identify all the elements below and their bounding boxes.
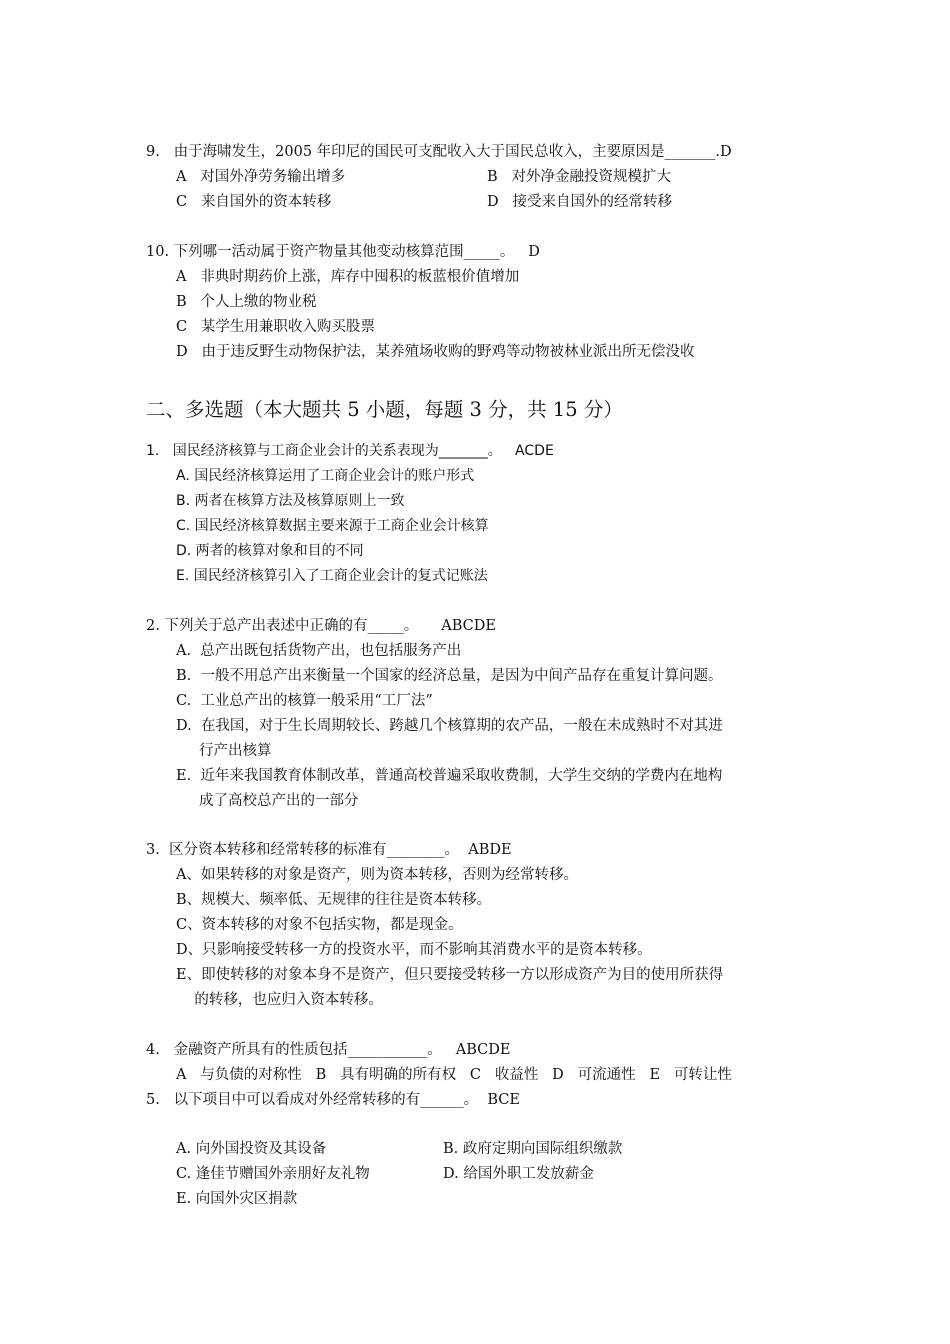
m1-stem: 1. 国民经济核算与工商企业会计的关系表现为_______。 ACDE [146, 443, 554, 459]
m5-option-c: C. 逢佳节赠国外亲朋好友礼物 [176, 1166, 370, 1182]
q10-option-d: D 由于违反野生动物保护法，某养殖场收购的野鸡等动物被林业派出所无偿没收 [176, 344, 695, 360]
m5-option-e: E. 向国外灾区捐款 [176, 1191, 298, 1207]
m3-option-d: D、只影响接受转移一方的投资水平，而不影响其消费水平的是资本转移。 [176, 942, 652, 958]
m1-option-c: C. 国民经济核算数据主要来源于工商企业会计核算 [176, 518, 489, 534]
q9-option-b: B 对外净金融投资规模扩大 [487, 169, 671, 185]
m3-option-e-line1: E、即使转移的对象本身不是资产，但只要接受转移一方以形成资产为目的使用所获得 [176, 967, 724, 983]
m1-option-d: D. 两者的核算对象和目的不同 [176, 543, 364, 559]
q10-option-c: C 某学生用兼职收入购买股票 [176, 319, 375, 335]
m3-option-b: B、规模大、频率低、无规律的往往是资本转移。 [176, 892, 492, 908]
q9-option-a: A 对国外净劳务输出增多 [176, 169, 346, 185]
m5-option-b: B. 政府定期向国际组织缴款 [443, 1141, 623, 1157]
q10-option-b: B 个人上缴的物业税 [176, 294, 317, 310]
m3-option-a: A、如果转移的对象是资产，则为资本转移，否则为经常转移。 [176, 867, 578, 883]
m5-stem: 5. 以下项目中可以看成对外经常转移的有______。 BCE [146, 1092, 520, 1108]
m3-stem: 3. 区分资本转移和经常转移的标准有________。 ABDE [146, 842, 512, 858]
section-heading: 二、多选题（本大题共 5 小题，每题 3 分，共 15 分） [146, 398, 623, 421]
m2-option-a: A. 总产出既包括货物产出，也包括服务产出 [176, 643, 462, 659]
m2-option-c: C. 工业总产出的核算一般采用“工厂法” [176, 693, 433, 709]
m2-option-d-line2: 行产出核算 [176, 743, 272, 759]
m2-option-e-line1: E. 近年来我国教育体制改革，普通高校普遍采取收费制，大学生交纳的学费内在地构 [176, 768, 723, 784]
m2-option-e-line2: 成了高校总产出的一部分 [176, 793, 359, 809]
m2-option-b: B. 一般不用总产出来衡量一个国家的经济总量，是因为中间产品存在重复计算问题。 [176, 668, 723, 684]
q10-option-a: A 非典时期药价上涨，库存中囤积的板蓝根价值增加 [176, 269, 520, 285]
m1-option-a: A. 国民经济核算运用了工商企业会计的账户形式 [176, 468, 475, 484]
m3-option-c: C、资本转移的对象不包括实物，都是现金。 [176, 917, 463, 933]
q10-stem: 10. 下列哪一活动属于资产物量其他变动核算范围_____。 D [146, 244, 540, 260]
m4-stem: 4. 金融资产所具有的性质包括___________。 ABCDE [146, 1042, 511, 1058]
q9-stem: 9. 由于海啸发生，2005 年印尼的国民可支配收入大于国民总收入，主要原因是_______.D [146, 144, 732, 160]
m4-options: A 与负债的对称性 B 具有明确的所有权 C 收益性 D 可流通性 E 可转让性 [176, 1067, 732, 1083]
m2-option-d-line1: D. 在我国，对于生长周期较长、跨越几个核算期的农产品，一般在未成熟时不对其进 [176, 718, 723, 734]
q9-option-d: D 接受来自国外的经常转移 [487, 194, 672, 210]
m3-option-e-line2: 的转移，也应归入资本转移。 [176, 992, 383, 1008]
m5-option-d: D. 给国外职工发放薪金 [443, 1166, 594, 1182]
m5-option-a: A. 向外国投资及其设备 [176, 1141, 327, 1157]
m2-stem: 2. 下列关于总产出表述中正确的有_____。 ABCDE [146, 618, 496, 634]
m1-option-b: B. 两者在核算方法及核算原则上一致 [176, 493, 405, 509]
q9-option-c: C 来自国外的资本转移 [176, 194, 332, 210]
m1-option-e: E. 国民经济核算引入了工商企业会计的复式记账法 [176, 568, 488, 584]
